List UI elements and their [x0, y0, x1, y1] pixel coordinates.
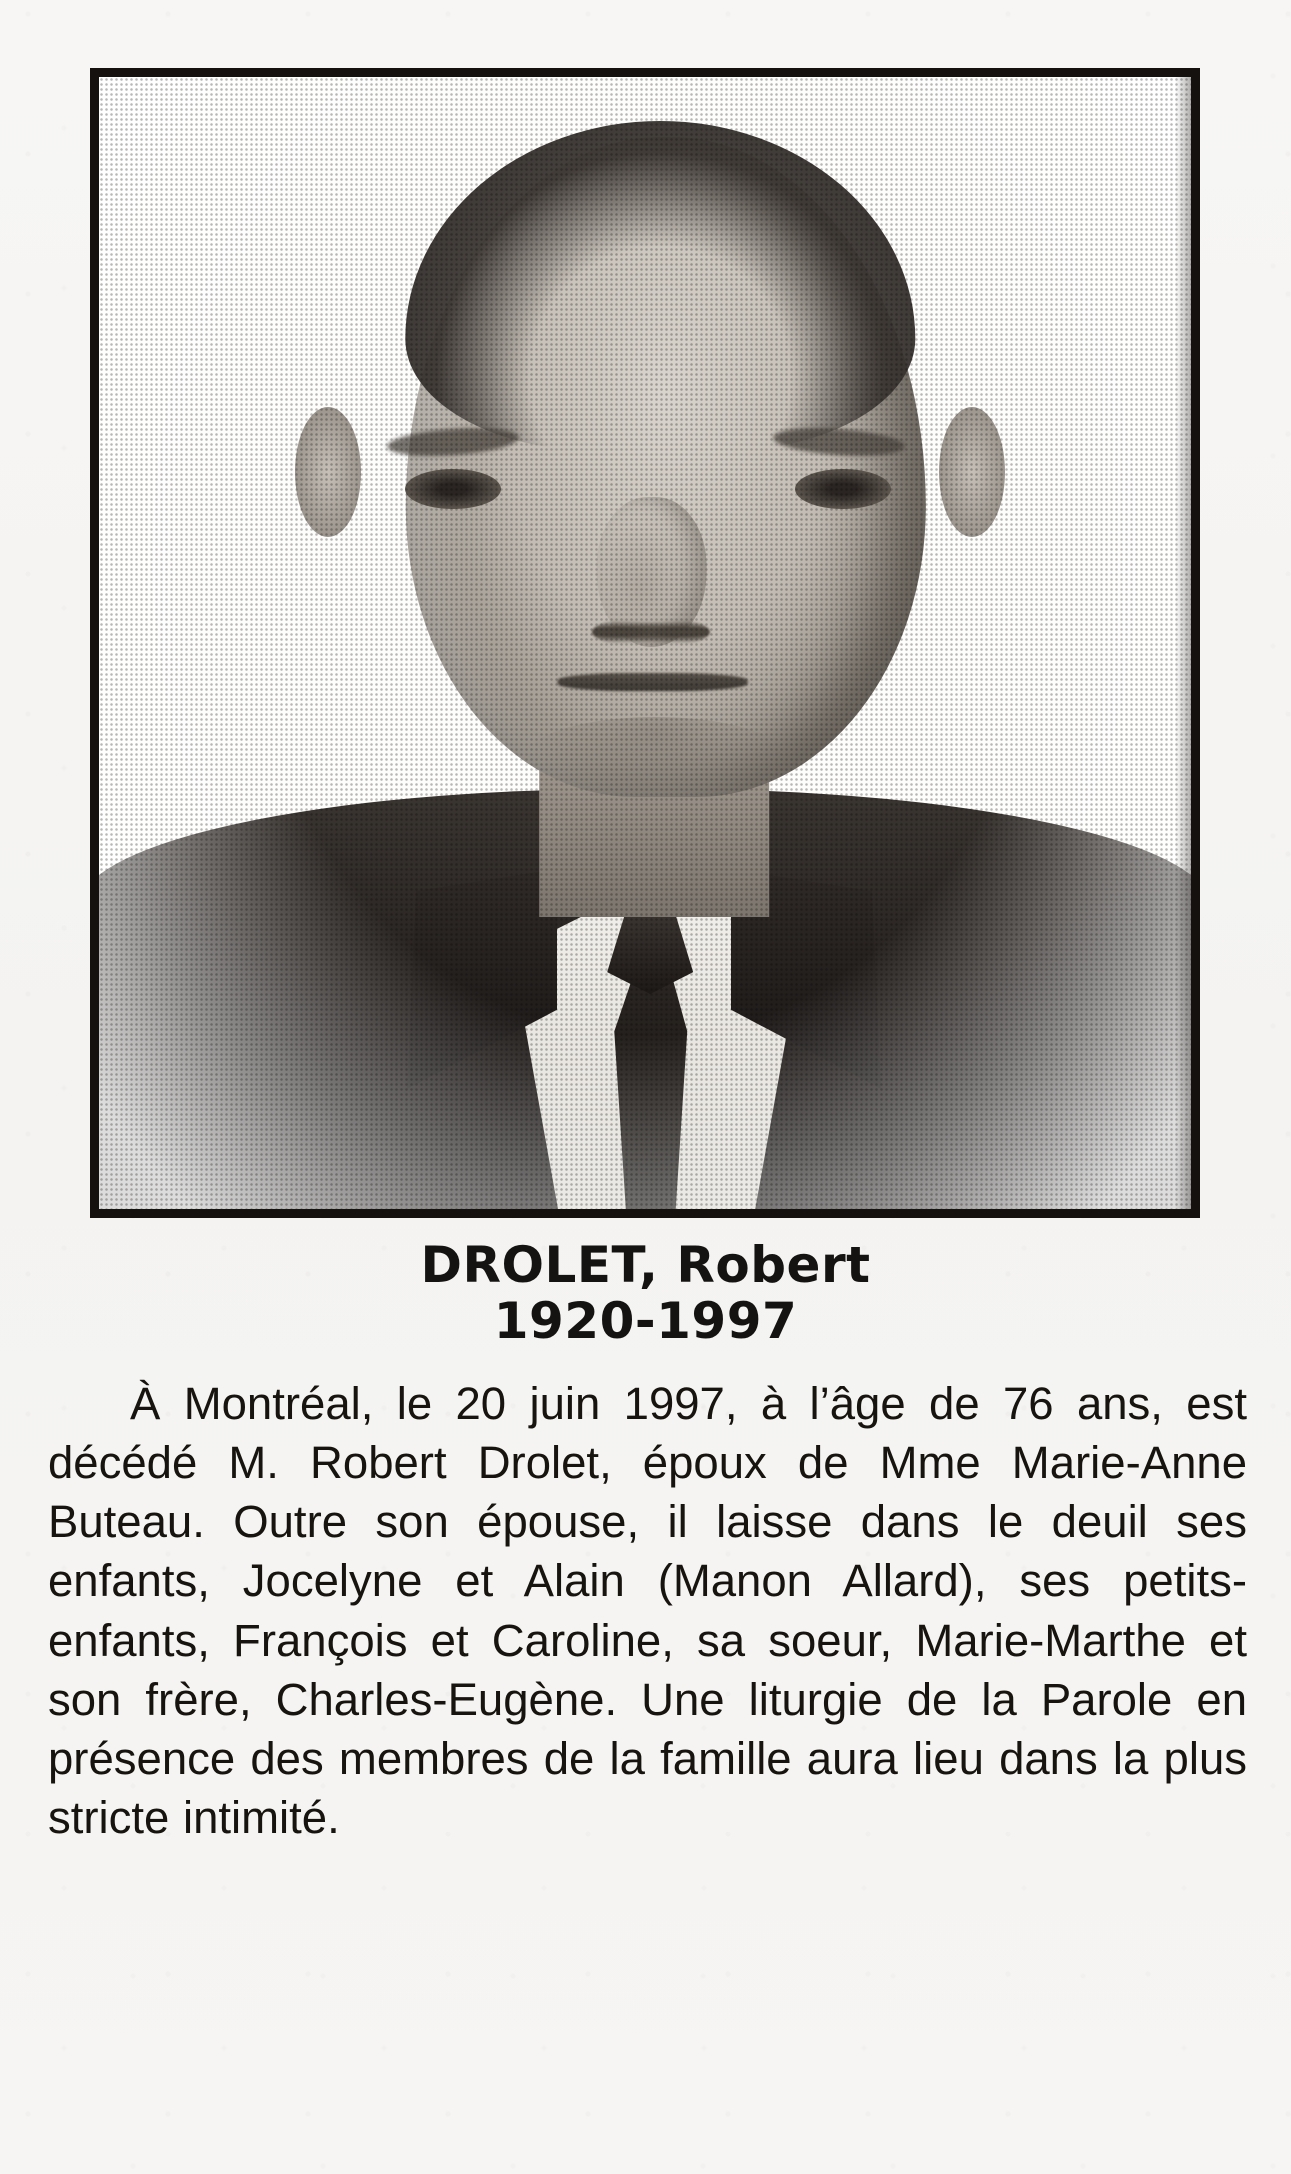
mouth-shape [558, 673, 748, 691]
nostrils-shape [592, 617, 710, 647]
portrait-photo-frame [90, 68, 1200, 1218]
deceased-years: 1920-1997 [493, 1292, 798, 1350]
ear-right-shape [939, 407, 1005, 537]
deceased-name: DROLET, Robert [420, 1236, 871, 1294]
portrait-photo [99, 77, 1191, 1209]
obituary-body-text: À Montréal, le 20 juin 1997, à l’âge de 76 ans, est décédé M. Robert Drolet, époux de Mme Marie-Anne Buteau. Outre son épouse, il laisse dans le deuil ses enfants, Jocelyne et Alain (Manon Allard), ses petits-enfants, François et Caroline, sa soeur, Marie-Marthe et son frère, Charles-Eugène. Une liturgie de la Parole en présence des membres de la famille aura lieu dans la plus stricte intimité. [48, 1378, 1247, 1843]
hair-shape [405, 121, 915, 451]
eye-left-shape [405, 469, 501, 509]
deceased-heading [0, 1238, 1291, 1348]
chin-shadow-shape [525, 717, 785, 797]
ear-left-shape [295, 407, 361, 537]
eye-right-shape [795, 469, 891, 509]
